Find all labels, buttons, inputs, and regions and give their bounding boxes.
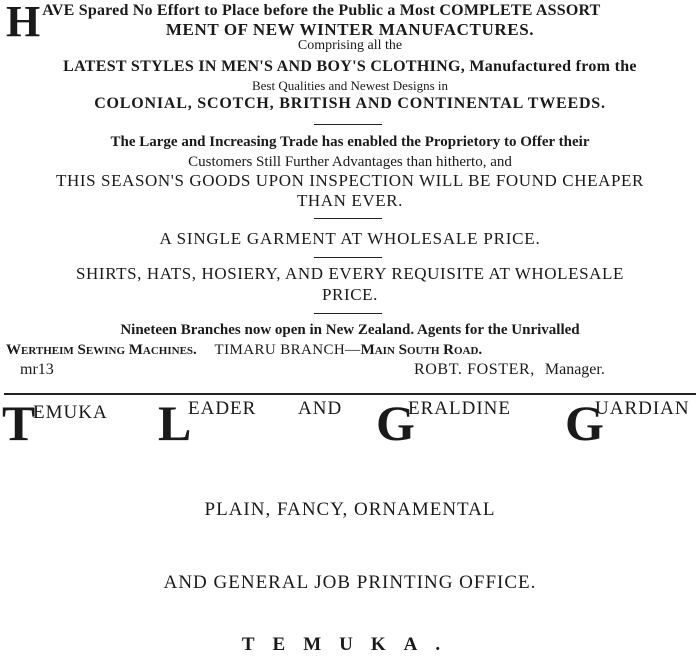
manager-signature <box>414 361 605 379</box>
timaru-branch-text: TIMARU BRANCH— <box>214 342 361 358</box>
divider-rule <box>314 257 382 258</box>
intro-text: AVE Spared No Effort to Place before the Public a Most COMPLETE ASSORT <box>42 2 601 19</box>
divider-rule <box>314 313 382 314</box>
comprising-text: Comprising all the <box>297 38 403 53</box>
town-name <box>0 634 700 656</box>
best-qualities-text: Best Qualities and Newest Designs in <box>251 78 449 93</box>
masthead-initial-g1: G <box>376 395 415 451</box>
trade-text-1: The Large and Increasing Trade has enabled the Proprietory to Offer their <box>110 134 590 150</box>
masthead-initial-g2: G <box>565 395 604 451</box>
season-text-1: THIS SEASON'S GOODS UPON INSPECTION WILL BE FOUND CHEAPER <box>56 171 644 190</box>
single-garment-text: A SINGLE GARMENT AT WHOLESALE PRICE. <box>159 229 541 248</box>
printing-line-2: AND GENERAL JOB PRINTING OFFICE. <box>163 572 537 593</box>
masthead-word-leader: EADER <box>188 398 257 419</box>
masthead-word-temuka: EMUKA <box>33 402 108 423</box>
drop-cap-letter: H <box>6 0 41 46</box>
latest-styles-text: LATEST STYLES IN MEN'S AND BOY'S CLOTHING, Manufactured from the <box>63 58 637 75</box>
shirts-text-2: PRICE. <box>321 285 379 304</box>
reference-code: mr13 <box>20 361 54 378</box>
main-south-road-text: Main South Road. <box>360 342 483 358</box>
divider-rule <box>314 124 382 125</box>
divider-rule <box>314 218 382 219</box>
sewing-machines-text: Wertheim Sewing Machines. <box>6 342 197 358</box>
masthead-word-geraldine: ERALDINE <box>408 398 511 419</box>
masthead-word-guardian: UARDIAN <box>595 398 690 419</box>
masthead-initial-l: L <box>158 395 192 451</box>
manager-name: ROBT. FOSTER, <box>414 361 535 378</box>
branches-text-1: Nineteen Branches now open in New Zealand. Agents for the Unrivalled <box>120 322 580 338</box>
intro-line-2: MENT OF NEW WINTER MANUFACTURES. <box>165 20 535 39</box>
printing-line-1: PLAIN, FANCY, ORNAMENTAL <box>204 499 496 520</box>
tweeds-text: COLONIAL, SCOTCH, BRITISH AND CONTINENTAL TWEEDS. <box>94 95 606 112</box>
season-text-2: THAN EVER. <box>296 191 404 210</box>
masthead-initial-t: T <box>2 395 36 451</box>
trade-text-2: Customers Still Further Advantages than hitherto, and <box>188 154 512 170</box>
branches-text-2 <box>6 342 482 359</box>
masthead-word-and: AND <box>298 398 343 419</box>
shirts-text-1: SHIRTS, HATS, HOSIERY, AND EVERY REQUISITE AT WHOLESALE <box>76 264 624 283</box>
manager-title: Manager. <box>544 361 605 378</box>
town-name-text: TEMUKA. <box>241 634 459 655</box>
